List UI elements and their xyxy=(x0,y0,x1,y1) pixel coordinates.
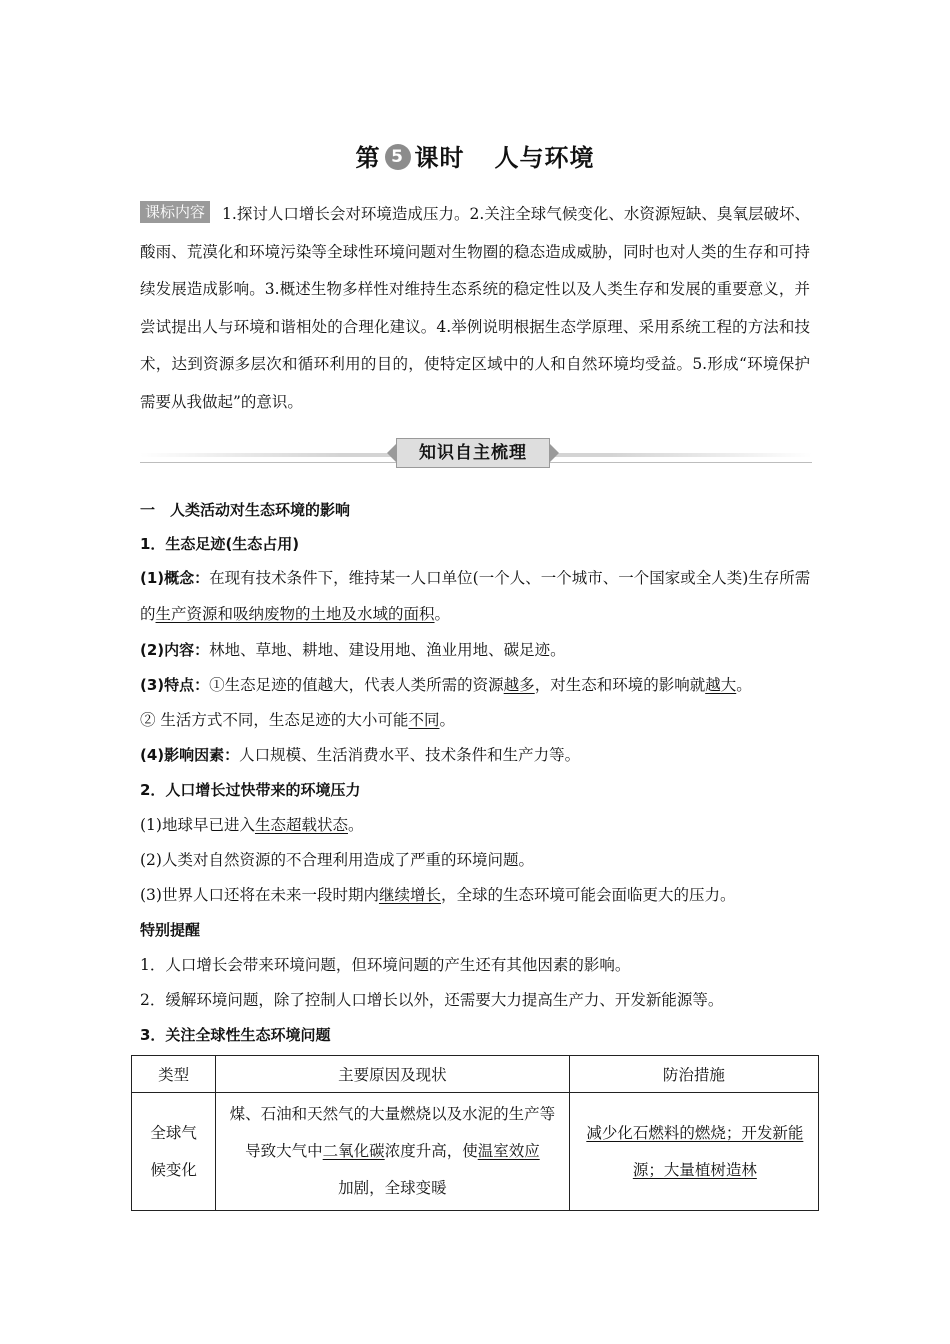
special-note-1: 1．人口增长会带来环境问题，但环境问题的产生还有其他因素的影响。 xyxy=(140,956,631,974)
banner-right-arrow-icon xyxy=(550,444,559,462)
title-topic: 人与环境 xyxy=(494,144,595,172)
curriculum-badge: 课标内容 xyxy=(140,201,210,223)
table-row xyxy=(132,1093,819,1211)
section-heading: 一 人类活动对生态环境的影响 xyxy=(140,501,351,519)
cell-measure: 减少化石燃料的燃烧；开发新能源；大量植树造林 xyxy=(569,1093,818,1211)
concept-paragraph: (1)概念：在现有技术条件下，维持某一人口单位(一个人、一个城市、一个国家或全人类)生存所需的生产资源和吸纳废物的土地及水域的面积。 xyxy=(140,569,811,623)
table-header-type: 类型 xyxy=(132,1056,216,1093)
population-point-1: (1)地球早已进入生态超载状态。 xyxy=(140,816,364,834)
content-paragraph: (2)内容：林地、草地、耕地、建设用地、渔业用地、碳足迹。 xyxy=(140,641,566,659)
concept-answer: 生产资源和吸纳废物的土地及水域的面积 xyxy=(155,605,435,623)
title-prefix: 第 xyxy=(355,144,381,172)
banner-left-arrow-icon xyxy=(387,444,396,462)
special-note-title: 特别提醒 xyxy=(140,921,201,939)
section-banner xyxy=(140,438,812,470)
curriculum-text: 1.探讨人口增长会对环境造成压力。2.关注全球气候变化、水资源短缺、臭氧层破坏、酸雨、荒漠化和环境污染等全球性环境问题对生物圈的稳态造成威胁，同时也对人类的生存和可持续发展造成影响。3.概述生物多样性对维持生态系统的稳定性以及人类生存和发展的重要意义，并尝试提出人与环境和谐相处的合理化建议。4.举例说明根据生态学原理、采用系统工程的方法和技术，达到资源多层次和循环利用的目的，使特定区域中的人和自然环境均受益。5.形成“环境保护需要从我做起”的意识。 xyxy=(140,205,810,411)
table-header-measure: 防治措施 xyxy=(569,1056,818,1093)
feature-paragraph-2: ② 生活方式不同，生态足迹的大小可能不同。 xyxy=(140,711,455,729)
special-note-2: 2．缓解环境问题，除了控制人口增长以外，还需要大力提高生产力、开发新能源等。 xyxy=(140,991,724,1009)
cell-type: 全球气候变化 xyxy=(132,1093,216,1211)
feature-paragraph: (3)特点：①生态足迹的值越大，代表人类所需的资源越多，对生态和环境的影响就越大。 xyxy=(140,676,752,694)
issues-table xyxy=(131,1055,819,1211)
subheading-population: 2．人口增长过快带来的环境压力 xyxy=(140,781,361,799)
factor-paragraph: (4)影响因素：人口规模、生活消费水平、技术条件和生产力等。 xyxy=(140,746,581,764)
table-header-cause: 主要原因及现状 xyxy=(216,1056,569,1093)
lesson-number-badge: 5 xyxy=(385,144,411,170)
table-header-row xyxy=(132,1056,819,1093)
curriculum-block xyxy=(140,196,810,421)
cell-cause: 煤、石油和天然气的大量燃烧以及水泥的生产等导致大气中二氧化碳浓度升高，使温室效应 加剧，全球变暖 xyxy=(216,1093,569,1211)
lesson-title xyxy=(0,138,950,173)
population-point-2: (2)人类对自然资源的不合理利用造成了严重的环境问题。 xyxy=(140,851,534,869)
subheading-footprint: 1．生态足迹(生态占用) xyxy=(140,535,300,553)
population-point-3: (3)世界人口还将在未来一段时期内继续增长，全球的生态环境可能会面临更大的压力。 xyxy=(140,886,736,904)
subheading-global-issues: 3．关注全球性生态环境问题 xyxy=(140,1026,331,1044)
banner-title: 知识自主梳理 xyxy=(396,438,550,468)
title-suffix: 课时 xyxy=(414,144,465,172)
